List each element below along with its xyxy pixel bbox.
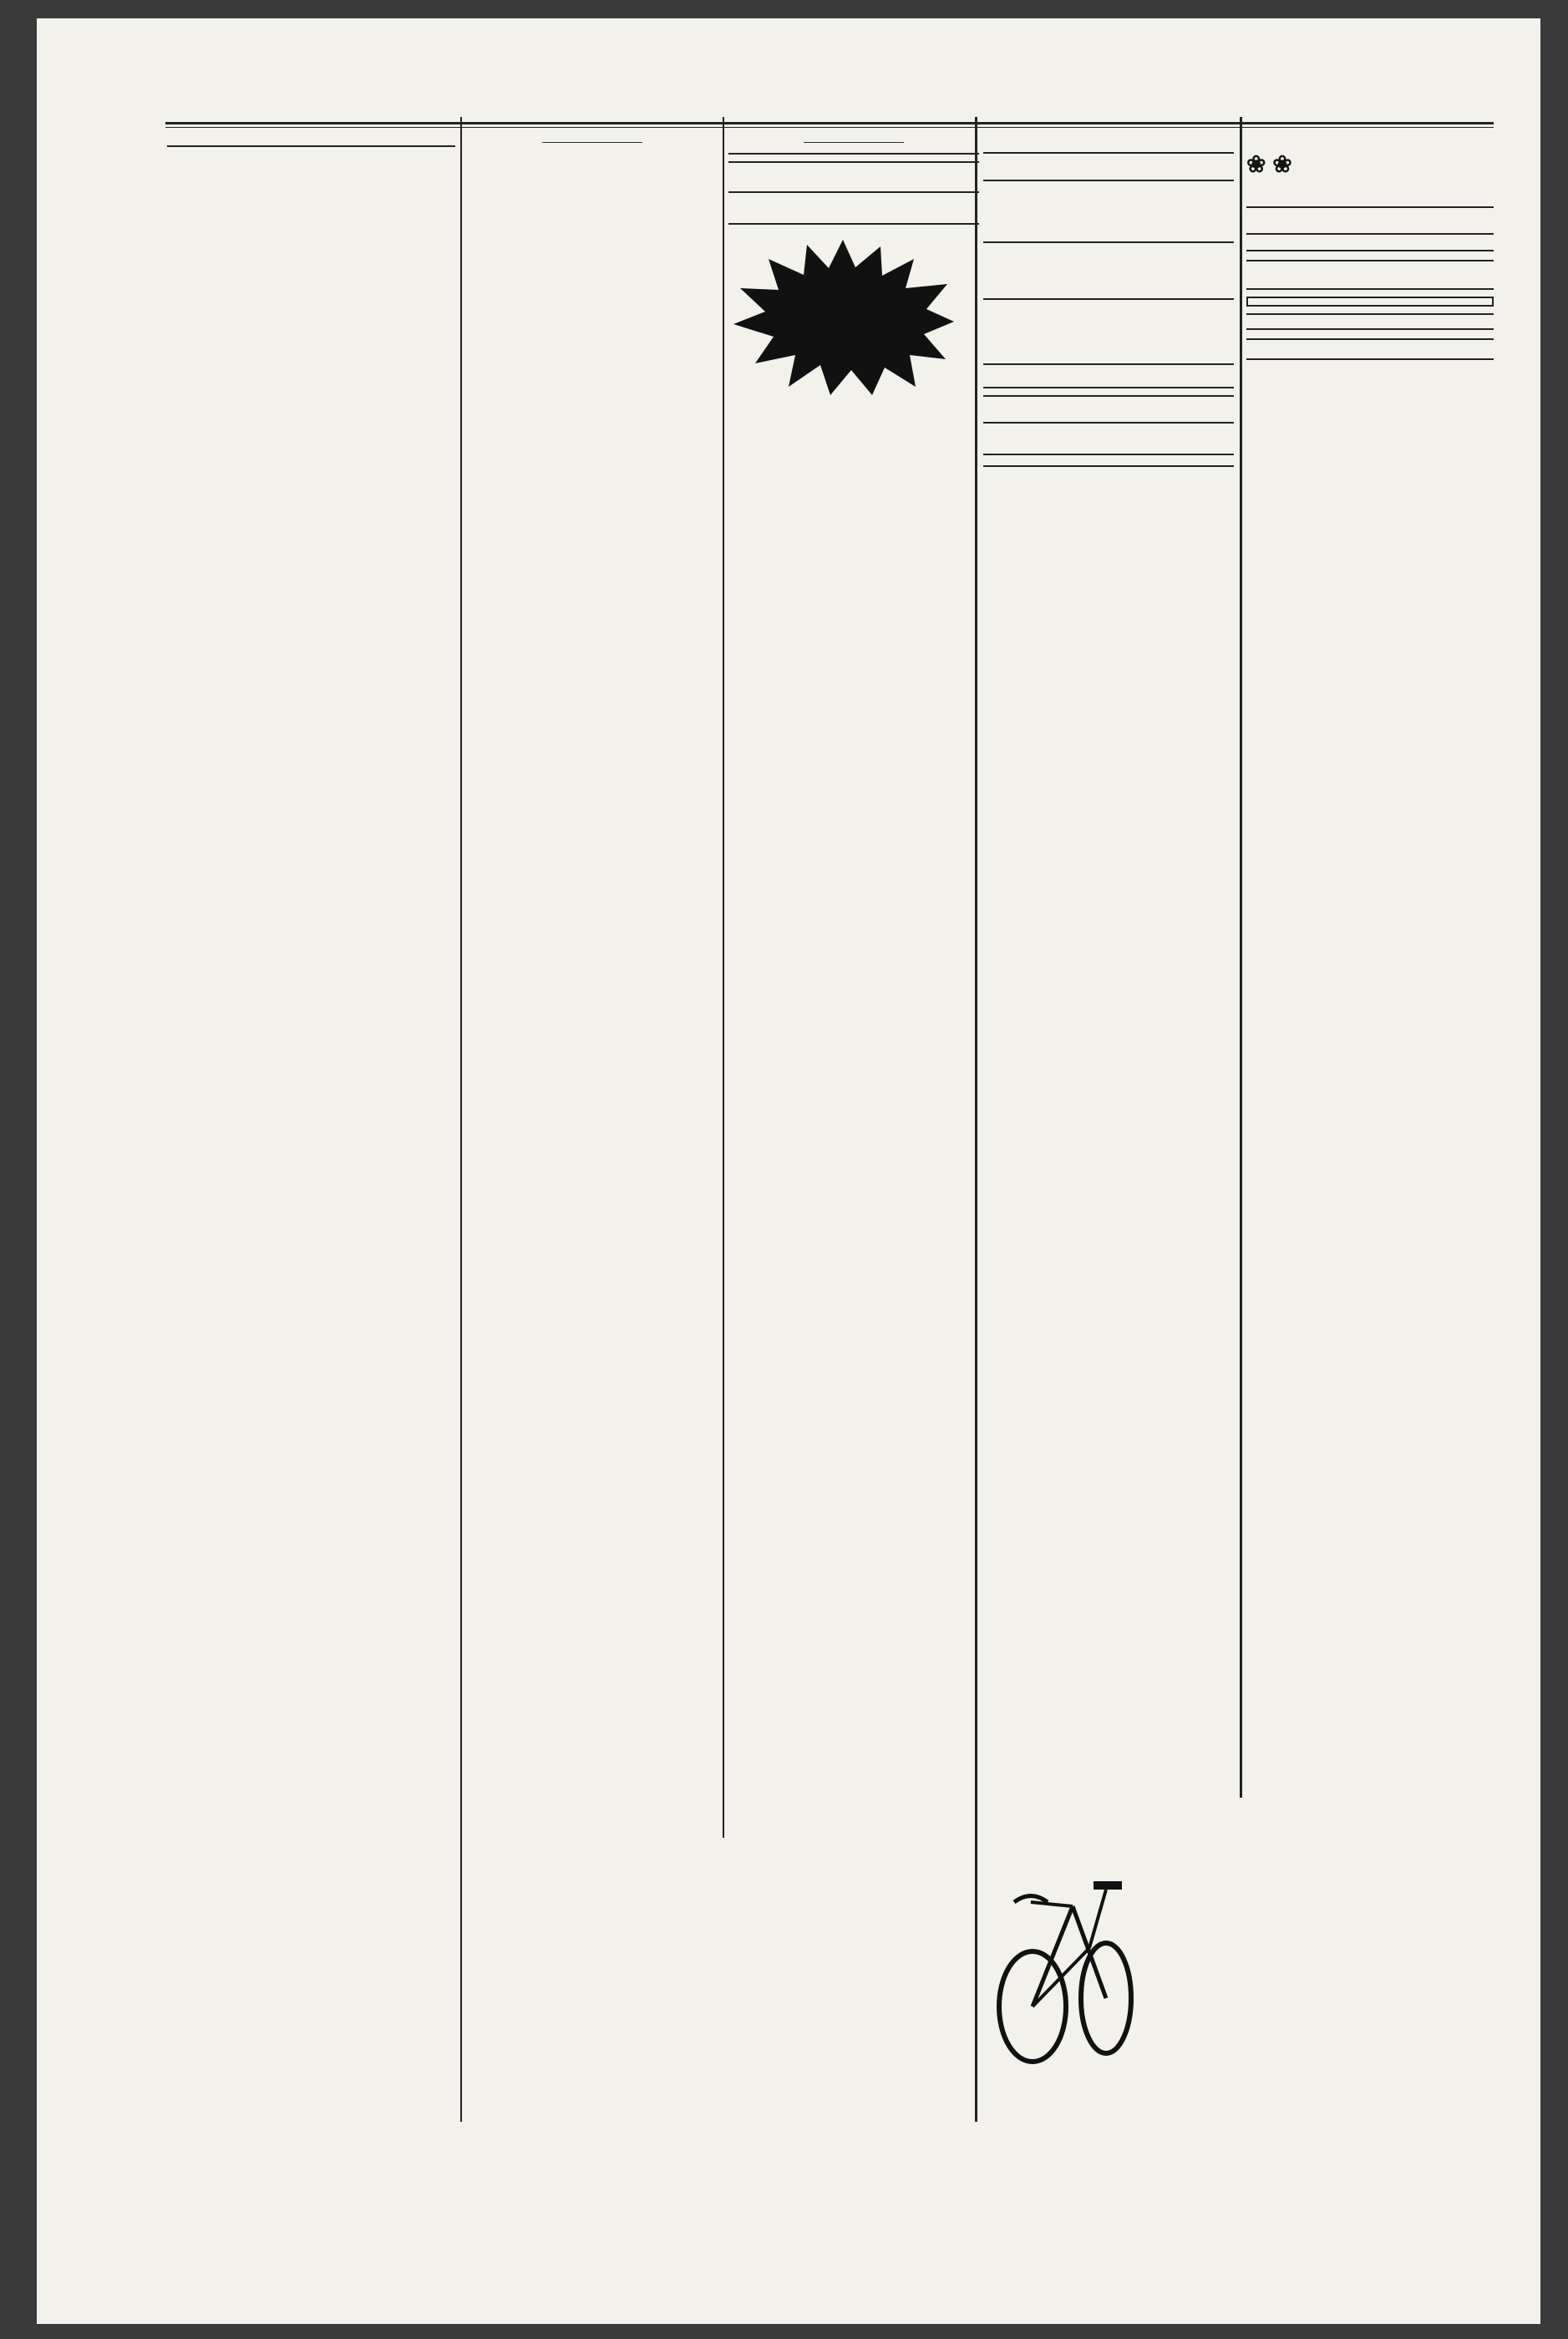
divider bbox=[983, 152, 1234, 154]
column-rule-2 bbox=[723, 117, 724, 1838]
divider bbox=[1246, 260, 1494, 261]
kodaks-ad bbox=[983, 188, 1234, 240]
ornament-icon: ❀ ❀ bbox=[1246, 151, 1292, 177]
column-4 bbox=[983, 134, 1234, 490]
divider bbox=[1246, 338, 1494, 340]
divider bbox=[983, 298, 1234, 300]
spellman-ad bbox=[728, 200, 979, 216]
divider bbox=[983, 241, 1234, 243]
divider bbox=[983, 395, 1234, 397]
column-rule-3 bbox=[975, 117, 977, 2122]
divider bbox=[1246, 358, 1494, 360]
column-3 bbox=[728, 134, 979, 459]
divider bbox=[1246, 288, 1494, 290]
divider bbox=[983, 363, 1234, 365]
patents-starburst bbox=[730, 238, 956, 397]
divider bbox=[983, 387, 1234, 388]
machines-ad bbox=[983, 302, 1234, 357]
divider bbox=[804, 142, 904, 143]
top-rule-thin bbox=[165, 127, 1494, 128]
divider bbox=[728, 223, 979, 225]
frames-ad bbox=[983, 245, 1234, 297]
pressing-phones bbox=[983, 164, 1234, 173]
column-1 bbox=[167, 134, 455, 172]
rider-agents-ad bbox=[981, 1814, 1495, 2157]
divider bbox=[728, 191, 979, 193]
divider bbox=[983, 180, 1234, 181]
divider bbox=[1246, 328, 1494, 330]
divider bbox=[1246, 313, 1494, 315]
hansen-ad bbox=[728, 170, 979, 185]
divider bbox=[1246, 206, 1494, 208]
patents-ad bbox=[728, 231, 979, 457]
newspaper-page bbox=[37, 18, 1540, 2324]
top-rule bbox=[165, 122, 1494, 124]
column-rule-1 bbox=[460, 117, 462, 2122]
divider bbox=[983, 454, 1234, 455]
column-rule-4 bbox=[1240, 117, 1242, 1798]
column-2 bbox=[467, 134, 718, 151]
column-5 bbox=[1246, 134, 1494, 367]
divider bbox=[728, 161, 979, 163]
divider bbox=[1246, 250, 1494, 251]
divider bbox=[728, 153, 979, 155]
divider bbox=[983, 422, 1234, 424]
divider bbox=[1246, 233, 1494, 235]
divider bbox=[542, 142, 642, 143]
divider bbox=[167, 145, 455, 147]
july-sale bbox=[1246, 142, 1494, 185]
divider bbox=[983, 465, 1234, 467]
session-laws-box bbox=[1246, 297, 1494, 307]
bicycle-icon bbox=[981, 1856, 1139, 2065]
